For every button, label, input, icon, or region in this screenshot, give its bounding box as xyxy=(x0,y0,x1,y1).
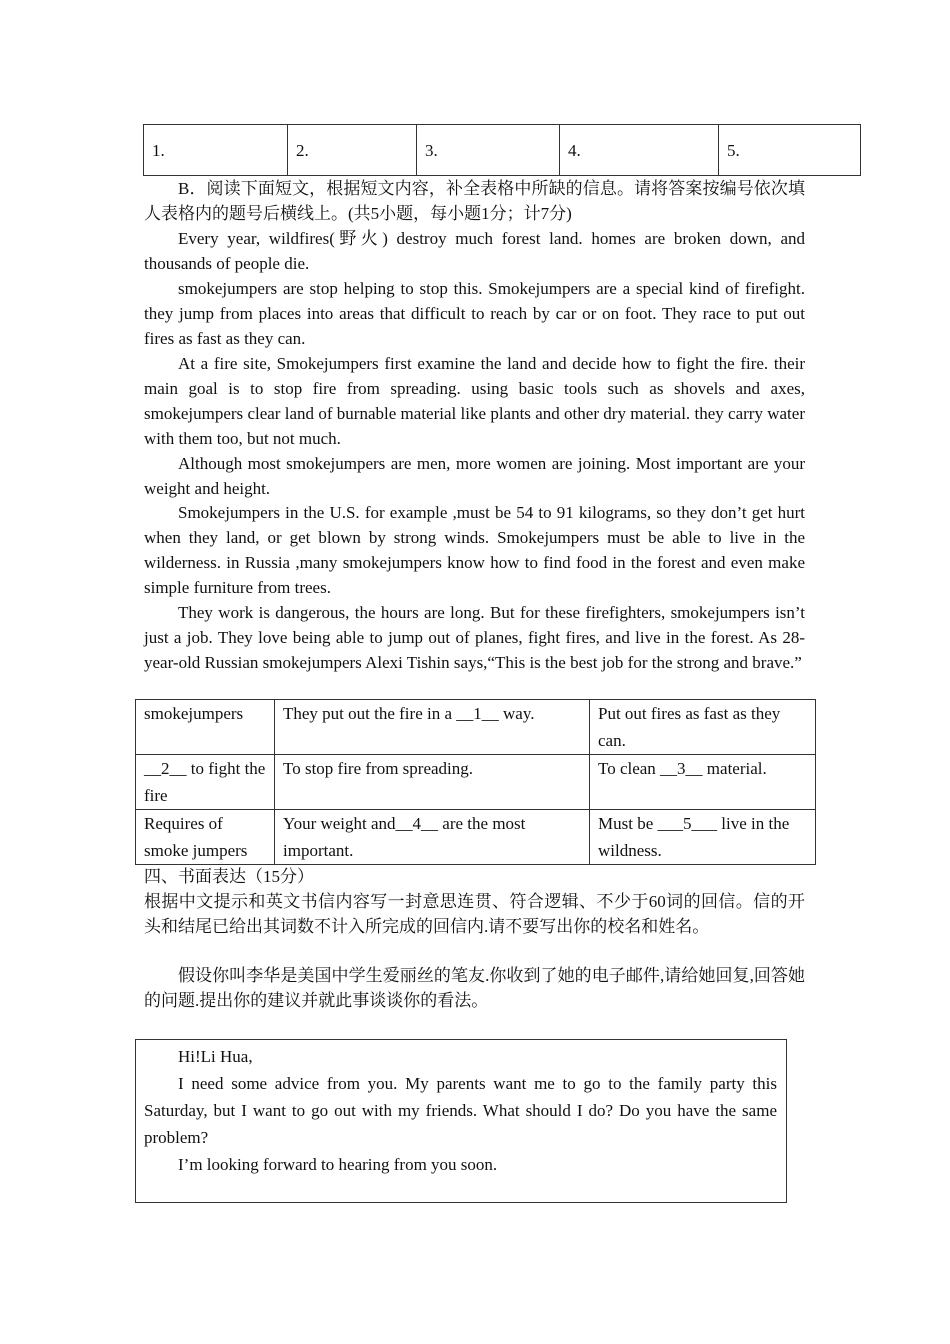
letter-closing: I’m looking forward to hearing from you soon. xyxy=(178,1155,498,1174)
answer-blank-table xyxy=(143,124,861,176)
info-cell-r1c2: They put out the fire in a __1__ way. xyxy=(275,700,590,755)
passage-paragraph-2: smokejumpers are stop helping to stop this. Smokejumpers are a special kind of firefight. they jump from places into areas that difficult to reach by car or on foot. They race to put out fires as fast as they can. xyxy=(144,279,805,348)
passage-paragraph-4: Although most smokejumpers are men, more women are joining. Most important are your weight and height. xyxy=(144,454,805,498)
answer-cell-1[interactable]: 1. xyxy=(144,125,288,176)
passage-paragraph-3: At a fire site, Smokejumpers first examine the land and decide how to fight the fire. their main goal is to stop fire from spreading. using basic tools such as shovels and axes, smokejumpers clear land of burnable material like plants and other dry material. they carry water with them too, but not much. xyxy=(144,354,805,448)
section-b-instruction: B．阅读下面短文，根据短文内容，补全表格中所缺的信息。请将答案按编号依次填人表格内的题号后横线上。(共5小题，每小题1分；计7分) xyxy=(144,179,805,223)
passage-paragraph-5: Smokejumpers in the U.S. for example ,must be 54 to 91 kilograms, so they don’t get hurt when they land, or get blown by strong winds. Smokejumpers must be able to live in the wilderness. in Russia ,many smokejumpers know how to find food in the forest and even make simple furniture from trees. xyxy=(144,503,805,597)
passage-paragraph-1: Every year, wildfires(野火) destroy much forest land. homes are broken down, and thousands of people die. xyxy=(144,229,805,273)
letter-body: I need some advice from you. My parents want me to go to the family party this Saturday, but I want to go out with my friends. What should I do? Do you have the same problem? xyxy=(144,1074,777,1147)
section-four-instruction: 根据中文提示和英文书信内容写一封意思连贯、符合逻辑、不少于60词的回信。信的开头和结尾已给出其词数不计入所完成的回信内.请不要写出你的校名和姓名。 xyxy=(144,892,805,936)
info-cell-r2c1: __2__ to fight the fire xyxy=(136,755,275,810)
answer-cell-3[interactable]: 3. xyxy=(417,125,560,176)
info-cell-r2c3: To clean __3__ material. xyxy=(590,755,816,810)
letter-box xyxy=(135,1039,787,1203)
info-cell-r1c3: Put out fires as fast as they can. xyxy=(590,700,816,755)
answer-cell-5[interactable]: 5. xyxy=(719,125,861,176)
info-cell-r3c2: Your weight and__4__ are the most important. xyxy=(275,810,590,865)
info-cell-r1c1: smokejumpers xyxy=(136,700,275,755)
letter-greeting: Hi!Li Hua, xyxy=(178,1047,253,1066)
info-cell-r3c3: Must be ___5___ live in the wildness. xyxy=(590,810,816,865)
info-cell-r2c2: To stop fire from spreading. xyxy=(275,755,590,810)
answer-cell-4[interactable]: 4. xyxy=(560,125,719,176)
section-four-prompt: 假设你叫李华是美国中学生爱丽丝的笔友.你收到了她的电子邮件,请给她回复,回答她的问题.提出你的建议并就此事谈谈你的看法。 xyxy=(144,966,805,1010)
info-cell-r3c1: Requires of smoke jumpers xyxy=(136,810,275,865)
info-table xyxy=(135,699,816,865)
answer-cell-2[interactable]: 2. xyxy=(288,125,417,176)
section-four-heading: 四、书面表达（15分） xyxy=(144,867,314,886)
passage-paragraph-6: They work is dangerous, the hours are long. But for these firefighters, smokejumpers isn’t just a job. They love being able to jump out of planes, fight fires, and live in the forest. As 28-year-old Russian smokejumpers Alexi Tishin says,“This is the best job for the strong and brave.” xyxy=(144,603,805,672)
